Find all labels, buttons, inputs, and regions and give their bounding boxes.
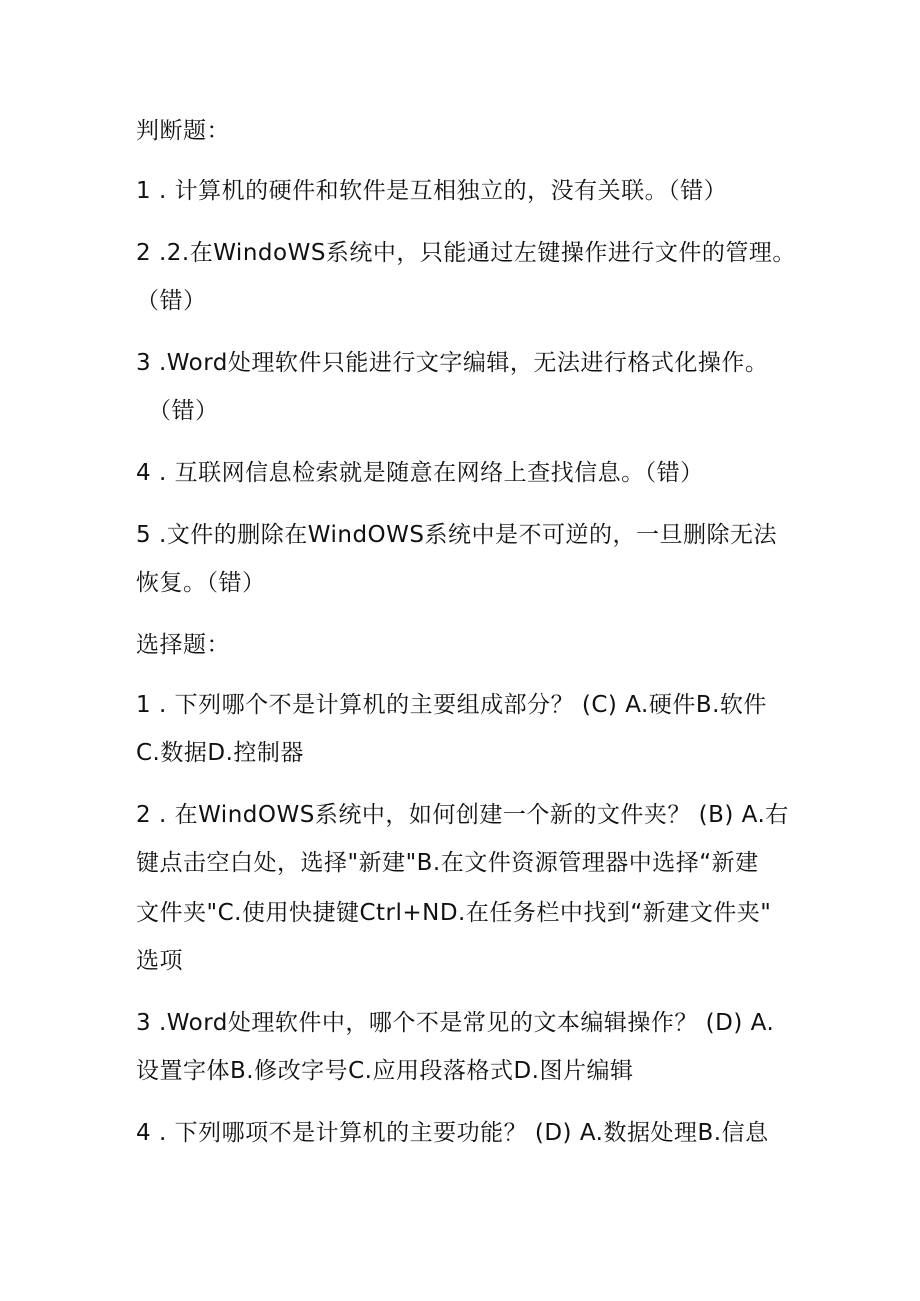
tf-question-2-continued: （错） xyxy=(136,288,207,314)
tf-question-1: 1 . 计算机的硬件和软件是互相独立的，没有关联。（错） xyxy=(136,178,728,204)
mc-question-4: 4 . 下列哪项不是计算机的主要功能？ (D) A.数据处理B.信息 xyxy=(136,1120,769,1146)
tf-question-2: 2 .2.在WindoWS系统中，只能通过左键操作进行文件的管理。 xyxy=(136,240,796,266)
mc-question-2-line-3: 文件夹"C.使用快捷键Ctrl+ND.在任务栏中找到“新建文件夹" xyxy=(136,900,772,926)
mc-question-3-continued: 设置字体B.修改字号C.应用段落格式D.图片编辑 xyxy=(136,1058,634,1084)
true-false-heading: 判断题： xyxy=(136,118,230,144)
mc-question-2-line-2: 键点击空白处，选择"新建"B.在文件资源管理器中选择“新建 xyxy=(136,850,759,876)
mc-question-1: 1 . 下列哪个不是计算机的主要组成部分？ (C) A.硬件B.软件 xyxy=(136,692,767,718)
tf-question-3-continued: （错） xyxy=(148,398,219,424)
mc-question-2: 2 . 在WindOWS系统中，如何创建一个新的文件夹？ (B) A.右 xyxy=(136,802,789,828)
tf-question-5: 5 .文件的删除在WindOWS系统中是不可逆的，一旦删除无法 xyxy=(136,522,778,548)
mc-question-2-line-4: 选项 xyxy=(136,948,183,974)
mc-question-1-continued: C.数据D.控制器 xyxy=(136,740,304,766)
tf-question-5-continued: 恢复。（错） xyxy=(136,570,266,596)
mc-question-3: 3 .Word处理软件中，哪个不是常见的文本编辑操作？ (D) A. xyxy=(136,1010,775,1036)
tf-question-3: 3 .Word处理软件只能进行文字编辑，无法进行格式化操作。 xyxy=(136,350,769,376)
tf-question-4: 4 . 互联网信息检索就是随意在网络上查找信息。（错） xyxy=(136,460,704,486)
multiple-choice-heading: 选择题： xyxy=(136,632,230,658)
